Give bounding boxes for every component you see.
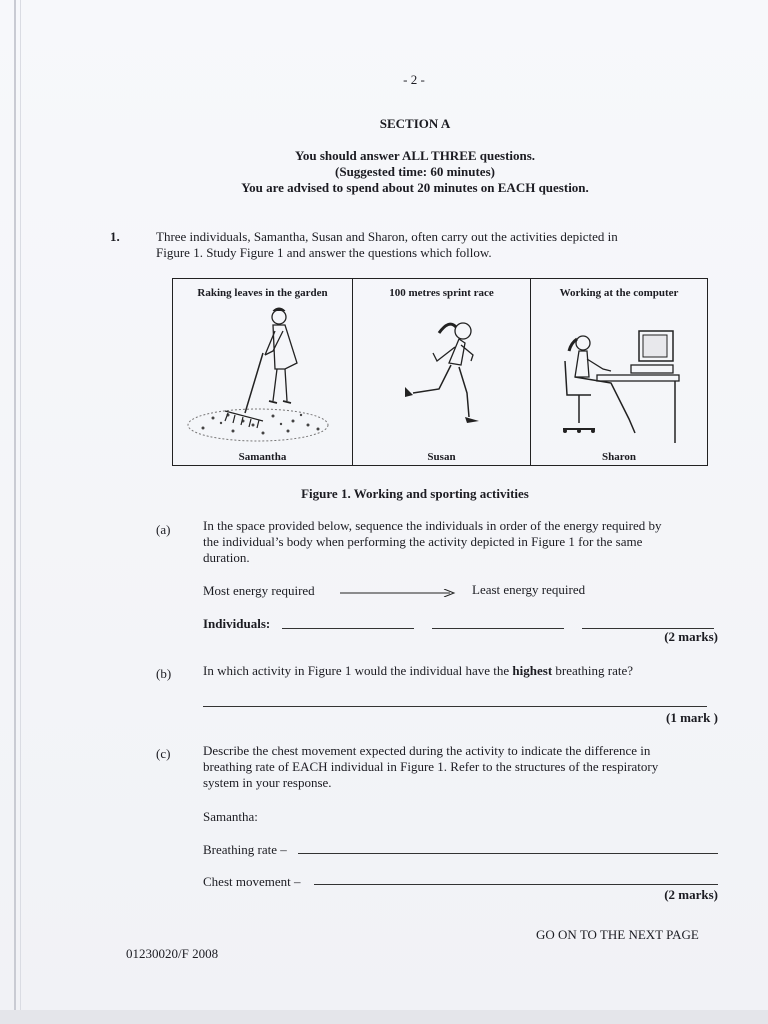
marks-label: (2 marks) xyxy=(664,629,718,644)
panel-name: Susan xyxy=(427,451,456,463)
figure-caption: Figure 1. Working and sporting activities xyxy=(301,486,529,501)
question-text: Three individuals, Samantha, Susan and Sharon, often carry out the activities depicted in xyxy=(156,229,618,244)
question-text: Figure 1. Study Figure 1 and answer the questions which follow. xyxy=(156,245,492,260)
instruction-line: (Suggested time: 60 minutes) xyxy=(335,164,495,179)
part-a-text: In the space provided below, sequence the individuals in order of the energy required by xyxy=(203,518,662,533)
part-a-text: duration. xyxy=(203,550,250,565)
page-bottom-edge xyxy=(0,1010,768,1024)
figure-panel-sprint xyxy=(353,279,531,465)
next-page-label: GO ON TO THE NEXT PAGE xyxy=(536,927,699,942)
part-label: (c) xyxy=(156,746,171,761)
part-c-text: system in your response. xyxy=(203,775,332,790)
figure-panel-computer xyxy=(531,279,707,465)
part-label: (a) xyxy=(156,522,171,537)
answer-line[interactable] xyxy=(298,853,718,854)
page-number: - 2 - xyxy=(403,72,425,87)
answer-line[interactable] xyxy=(314,884,718,885)
computer-illustration xyxy=(531,303,705,453)
answer-line[interactable] xyxy=(432,628,564,629)
figure-1 xyxy=(172,278,708,466)
chest-movement-label: Chest movement – xyxy=(203,874,301,889)
raking-illustration xyxy=(173,303,351,453)
part-label: (b) xyxy=(156,666,172,681)
marks-label: (1 mark ) xyxy=(666,710,718,725)
marks-label: (2 marks) xyxy=(664,887,718,902)
part-a-text: the individual’s body when performing the activity depicted in Figure 1 for the same xyxy=(203,534,643,549)
instruction-line: You should answer ALL THREE questions. xyxy=(294,148,536,163)
instruction-line: You are advised to spend about 20 minutes on EACH question. xyxy=(241,180,589,195)
sprint-illustration xyxy=(353,303,529,453)
figure-panel-raking xyxy=(173,279,353,465)
page-edge xyxy=(14,0,16,1024)
individuals-label: Individuals: xyxy=(203,616,271,631)
least-energy-label: Least energy required xyxy=(472,582,586,597)
panel-name: Sharon xyxy=(601,451,637,463)
panel-name: Samantha xyxy=(238,451,287,463)
person-label: Samantha: xyxy=(203,809,258,824)
panel-title: 100 metres sprint race xyxy=(389,287,494,299)
answer-line[interactable] xyxy=(282,628,414,629)
section-title: SECTION A xyxy=(379,116,451,131)
answer-line[interactable] xyxy=(203,706,707,707)
page-edge xyxy=(20,0,21,1024)
panel-title: Raking leaves in the garden xyxy=(197,287,328,299)
question-number: 1. xyxy=(110,229,120,244)
most-energy-label: Most energy required xyxy=(203,583,315,598)
panel-title: Working at the computer xyxy=(559,287,679,299)
part-c-text: breathing rate of EACH individual in Figure 1. Refer to the structures of the respiratory xyxy=(203,759,659,774)
breathing-rate-label: Breathing rate – xyxy=(203,842,287,857)
paper-code: 01230020/F 2008 xyxy=(126,946,219,961)
part-c-text: Describe the chest movement expected during the activity to indicate the difference in xyxy=(203,743,651,758)
arrow-right-icon xyxy=(340,589,456,597)
part-b-text: In which activity in Figure 1 would the individual have the highest breathing rate? xyxy=(203,663,633,678)
